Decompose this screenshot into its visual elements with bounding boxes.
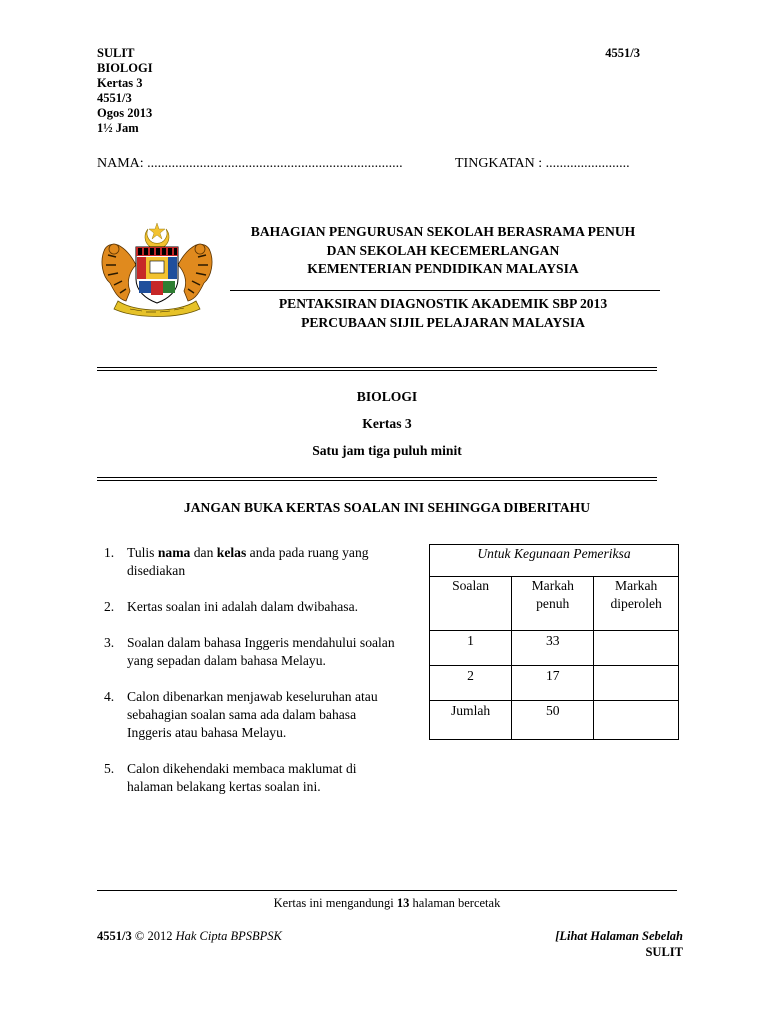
cell-total-label: Jumlah — [430, 701, 512, 740]
sulit-footer: SULIT — [645, 945, 683, 959]
instruction-item: 4. Calon dibenarkan menjawab keseluruhan atau sebahagian soalan sama ada dalam bahasa Inggeris atau bahasa Melayu. — [104, 689, 378, 740]
paper-meta — [97, 46, 153, 136]
duration-text: Satu jam tiga puluh minit — [312, 443, 462, 458]
warning-text: JANGAN BUKA KERTAS SOALAN INI SEHINGGA DIBERITAHU — [183, 500, 591, 515]
exam-line-2: PERCUBAAN SIJIL PELAJARAN MALAYSIA — [301, 314, 585, 330]
double-rule-bottom — [97, 477, 657, 481]
meta-date: Ogos 2013 — [97, 106, 153, 120]
table-row — [430, 666, 679, 701]
footer-divider — [97, 890, 677, 891]
table-row — [430, 631, 679, 666]
instruction-item: 5. Calon dikehendaki membaca maklumat di halaman belakang kertas soalan ini. — [104, 761, 357, 794]
paper-title: Kertas 3 — [362, 416, 412, 431]
malaysia-coat-of-arms-icon — [96, 221, 218, 321]
meta-duration: 1½ Jam — [97, 121, 139, 135]
paper-code-top: 4551/3 — [605, 46, 640, 60]
exam-line-1: PENTAKSIRAN DIAGNOSTIK AKADEMIK SBP 2013 — [278, 296, 608, 311]
header-divider — [230, 290, 660, 291]
cell-diperoleh — [594, 666, 679, 701]
tingkatan-field: TINGKATAN : ........................ — [455, 156, 630, 171]
cell-soalan: 2 — [430, 666, 512, 701]
instruction-item: 3. Soalan dalam bahasa Inggeris mendahului soalan yang sepadan dalam bahasa Melayu. — [104, 635, 395, 668]
page-count-note: Kertas ini mengandungi 13 halaman bercetak — [273, 896, 501, 910]
exam-heading — [228, 295, 658, 332]
next-page-note: [Lihat Halaman Sebelah — [555, 929, 683, 943]
org-line-1: BAHAGIAN PENGURUSAN SEKOLAH BERASRAMA PENUH — [250, 224, 636, 239]
col-header-markah-diperoleh: Markah diperoleh — [594, 577, 679, 631]
col-header-markah-penuh: Markah penuh — [512, 577, 594, 631]
table-row-total — [430, 701, 679, 740]
cell-total-value: 50 — [512, 701, 594, 740]
meta-code: 4551/3 — [97, 91, 132, 105]
cell-penuh: 33 — [512, 631, 594, 666]
meta-subject: BIOLOGI — [97, 61, 153, 75]
copyright-line: 4551/3 © 2012 Hak Cipta BPSBPSK — [97, 929, 282, 943]
examiner-table — [429, 544, 679, 740]
instruction-item: 2. Kertas soalan ini adalah dalam dwibahasa. — [104, 599, 359, 614]
cell-soalan: 1 — [430, 631, 512, 666]
meta-paper: Kertas 3 — [97, 76, 143, 90]
cell-penuh: 17 — [512, 666, 594, 701]
subject-title: BIOLOGI — [356, 389, 418, 404]
double-rule-top — [97, 367, 657, 371]
org-line-2: DAN SEKOLAH KECEMERLANGAN — [326, 242, 560, 258]
examiner-table-caption: Untuk Kegunaan Pemeriksa — [430, 545, 679, 577]
organisation-heading — [228, 223, 658, 279]
meta-sulit: SULIT — [97, 46, 135, 60]
col-header-soalan: Soalan — [430, 577, 512, 631]
nama-field: NAMA: ......................................................................... — [97, 156, 403, 171]
cell-total-obtained — [594, 701, 679, 740]
instruction-item: 1. Tulis nama dan kelas anda pada ruang yang disediakan — [104, 545, 369, 578]
org-line-3: KEMENTERIAN PENDIDIKAN MALAYSIA — [307, 261, 579, 276]
cell-diperoleh — [594, 631, 679, 666]
instructions-list — [104, 544, 404, 814]
